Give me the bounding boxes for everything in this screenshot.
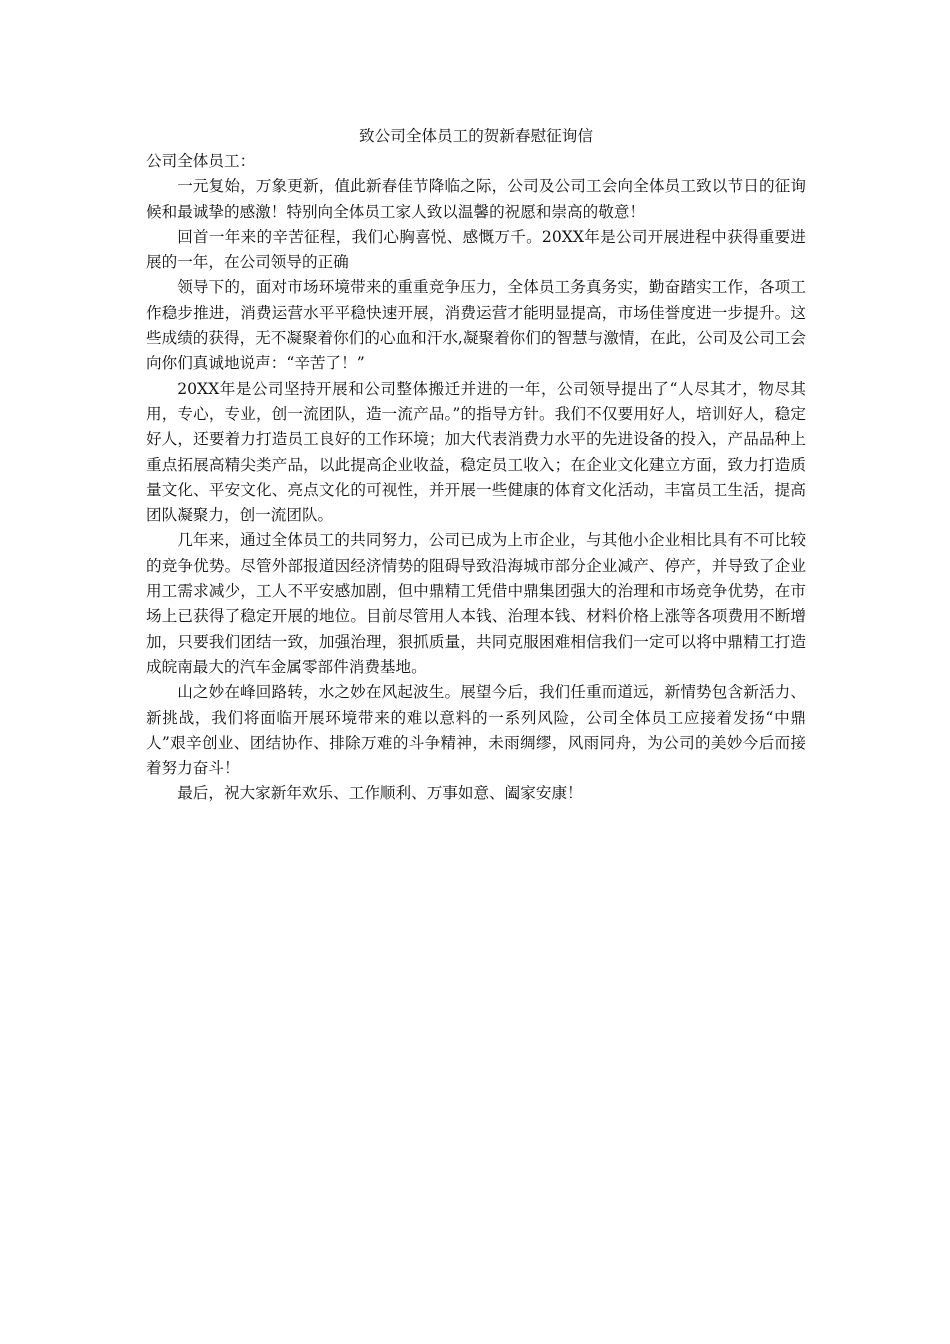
letter-page [146,124,806,807]
letter-paragraph-4: 20XX年是公司坚持开展和公司整体搬迁并进的一年，公司领导提出了“人尽其才，物尽其用，专心，专业，创一流团队，造一流产品。”的指导方针。我们不仅要用好人，培训好人，稳定好人，还要着力打造员工良好的工作环境；加大代表消费力水平的先进设备的投入，产品品种上重点拓展高精尖类产品，以此提高企业收益，稳定员工收入；在企业文化建立方面，致力打造质量文化、平安文化、亮点文化的可视性，并开展一些健康的体育文化活动，丰富员工生活，提高团队凝聚力，创一流团队。 [146,379,806,525]
letter-paragraph-6: 山之妙在峰回路转，水之妙在风起波生。展望今后，我们任重而道远，新情势包含新活力、新挑战，我们将面临开展环境带来的难以意料的一系列风险，公司全体员工应接着发扬“中鼎人”艰辛创业、团结协作、排除万难的斗争精神，未雨绸缪，风雨同舟，为公司的美妙今后而接着努力奋斗！ [146,683,806,778]
letter-paragraph-3: 领导下的，面对市场环境带来的重重竞争压力，全体员工务真务实，勤奋踏实工作，各项工作稳步推进，消费运营水平平稳快速开展，消费运营才能明显提高，市场佳誉度进一步提升。这些成绩的获得，无不凝聚着你们的心血和汗水,凝聚着你们的智慧与激情，在此，公司及公司工会向你们真诚地说声：“辛苦了！” [146,278,806,373]
letter-salutation: 公司全体员工： [146,152,256,170]
letter-paragraph-5: 几年来，通过全体员工的共同努力，公司已成为上市企业，与其他小企业相比具有不可比较的竞争优势。尽管外部报道因经济情势的阻碍导致沿海城市部分企业减产、停产，并导致了企业用工需求减少，工人不平安感加剧，但中鼎精工凭借中鼎集团强大的治理和市场竞争优势，在市场上已获得了稳定开展的地位。目前尽管用人本钱、治理本钱、材料价格上涨等各项费用不断增加，只要我们团结一致，加强治理，狠抓质量，共同克服困难相信我们一定可以将中鼎精工打造成皖南最大的汽车金属零部件消费基地。 [146,531,806,676]
letter-paragraph-7: 最后，祝大家新年欢乐、工作顺利、万事如意、阖家安康！ [177,784,583,803]
letter-title: 致公司全体员工的贺新春慰征询信 [359,127,593,145]
letter-paragraph-1: 一元复始，万象更新，值此新春佳节降临之际，公司及公司工会向全体员工致以节日的征询候和最诚挚的感激！特别向全体员工家人致以温馨的祝愿和崇高的敬意！ [146,177,806,221]
letter-paragraph-2: 回首一年来的辛苦征程，我们心胸喜悦、感慨万千。20XX年是公司开展进程中获得重要进展的一年，在公司领导的正确 [146,227,806,272]
